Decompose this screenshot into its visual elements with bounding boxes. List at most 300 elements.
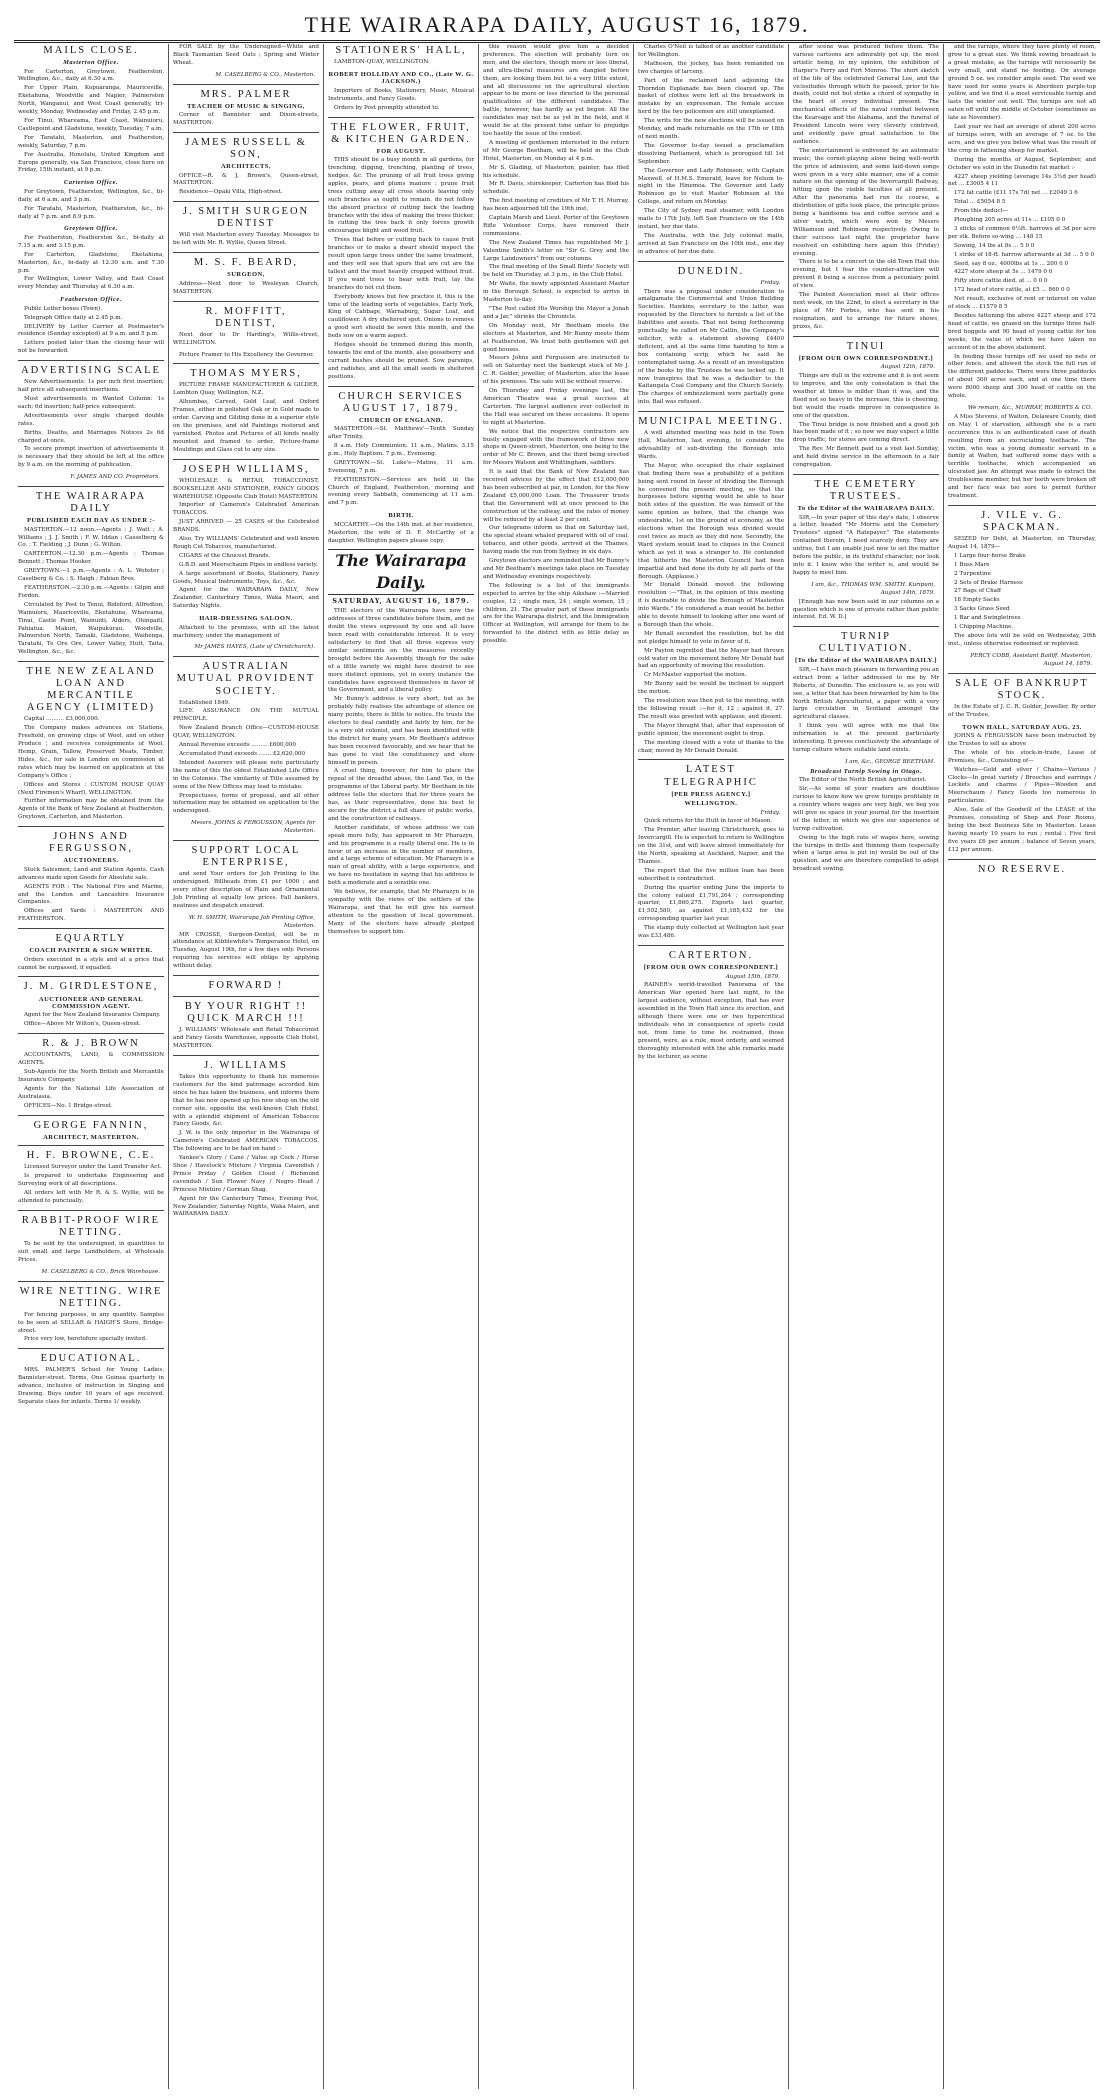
paragraph: Quick returns for the Hutt in favor of Mason. [644, 818, 773, 825]
heading: TINUI [846, 340, 886, 352]
signature-line: Mr JAMES HAYES, (Late of Christchurch). [194, 644, 315, 651]
paragraph: In feeding these turnips off we used no nets or other fence, and allowed the stock the full run of the different paddocks. There were three paddocks of about 300 acres each, and at one time there were 8000 sheep and 300 head of cattle on the whole. [948, 353, 1096, 400]
paragraph: The Governor to-day issued a proclamation dissolving Parliament, which is prorogued till 1st September. [638, 142, 784, 165]
heading: SALE OF BANKRUPT STOCK. [955, 677, 1089, 701]
paragraph: Captain Marsh and Lieut. Porter of the Greytown Rifle Volunteer Corps, have removed their commissions. [483, 215, 629, 237]
article-text [173, 700, 319, 817]
news-column-1 [14, 44, 169, 2089]
paragraph: Mr Waite, the newly appointed Assistant Master in the Borough School, is expected to arrive in Masterton to-day. [483, 281, 629, 304]
article-text [18, 1241, 164, 1265]
article-text [173, 478, 319, 612]
paragraph: Fifty store cattle died, at ... 0 0 0 [954, 278, 1048, 285]
paragraph: Watches—Gold and silver / Chains—Various / Clocks—In great variety / Brooches and earrings / Lockets and charms / Pipes—Wooden and Meerschaum / Fancy Goods too numerous to particularize. [948, 766, 1096, 805]
paragraph: "The Post called His Worship the Mayor a Jonah and a Jar," shrieks the Chronicle. [483, 306, 629, 320]
article-text [638, 44, 784, 257]
heading: DUNEDIN. [677, 265, 745, 277]
paragraph: JUST ARRIVED — 25 CASES of the Celebrated BRANDS. [173, 519, 319, 534]
paragraph: Residence—Opaki Villa, High-street. [179, 189, 283, 196]
masthead: THE WAIRARAPA DAILY, AUGUST 16, 1879. [304, 12, 810, 37]
paragraph: Total ... £5054 8 5 [954, 199, 1006, 206]
signature-line: M. CASELBERG & CO., Brick Warehouse. [41, 1268, 160, 1275]
article-text [948, 704, 1096, 720]
heading: TEACHER OF MUSIC & SINGING, [187, 102, 305, 110]
divider [948, 505, 1096, 506]
paragraph: SIR,—I have much pleasure in forwarding you an extract from a letter addressed to me by Mr Roberts, of Dunedin. The enclosure is, as you will see, a letter that has been forwarded by him to the North British Agriculturist, a paper with a very large circulation in Scotland amongst the agricultural classes. [793, 666, 939, 721]
paragraph: 3 Sacks Grass Seed [954, 606, 1010, 613]
paragraph: Importer of Cameron's Celebrated American TOBACCOS. [173, 502, 319, 517]
paragraph: GREYTOWN.—St. Luke's—Matins, 11 a.m. Evensong, 7 p.m. [328, 459, 474, 474]
article-text [793, 515, 939, 578]
paragraph: MASTERTON.—St. Matthews'—Tenth Sunday after Trinity. [328, 426, 474, 441]
paragraph: Intended Assurers will please note particularly the name of this the oldest Established Life Office in the Colonies. The similarity of Title assumed by some of the New Offices may lead to mistake. [173, 759, 319, 790]
article-text [328, 426, 474, 508]
paragraph: A well attended meeting was held in the Town Hall, Masterton, last evening, to consider the advisability of sub-dividing the Borough into Wards. [638, 430, 784, 460]
article-text [173, 871, 319, 911]
divider [18, 976, 164, 977]
paragraph: Trees that before or cutting back to cause fruit branches or to make a dwarf should inspect the result upon large trees under the same treatment, and they will see that spurs that are cut are the tallest and the most heavily cropped without fruit. If you want trees to bear with fruit, lay the branches do not cut them. [328, 237, 474, 291]
article-text [328, 59, 474, 67]
paragraph: 3 sticks of common 6½ft. harrows at 3d per acre per stk. Before so-wing ... 148 15 [948, 225, 1096, 240]
heading: GEORGE FANNIN, [33, 1119, 149, 1131]
divider [173, 363, 319, 364]
paragraph: The Rev. Mr Bennett paid us a visit last Sunday, and held divine service in the afternoon to a fair congregation. [793, 446, 939, 469]
heading: WELLINGTON. [684, 800, 738, 808]
paragraph: Most advertisements in Wanted Column: 1s each; 6d insertion; half-price subsequent. [18, 396, 164, 410]
heading: ARCHITECT, MASTERTON. [43, 1133, 139, 1141]
article-text [18, 306, 164, 356]
paragraph: DELIVERY by Letter Carrier at Postmaster's residence (Sunday excepted) at 9 a.m. and 5 p.m. [18, 323, 164, 338]
paragraph: Importers of Books, Stationery, Music, Musical Instruments, and Fancy Goods. [328, 87, 474, 102]
paragraph: Last year we had an average of about 200 acres of turnips sown, with an average of 7 oz. to the acre, and we give you below what was the result of the crop in fattening sheep for market. [948, 124, 1096, 154]
paragraph: On Monday next, Mr Beetham meets the electors at Masterton, and Mr Bunny meets them at Featherston. We trust both gentlemen will get good houses. [483, 322, 629, 353]
article-text [18, 1367, 164, 1407]
signature-line: August 12th, 1879. [880, 364, 935, 371]
article-text [328, 522, 474, 546]
paragraph: Address—Next door to Wesleyan Church, MASTERTON. [173, 280, 319, 295]
paragraph: For Carterton, Greytown, Featherston, Wellington, &c., daily at 6.30 a.m. [18, 68, 164, 83]
paragraph: G.B.D. and Meerschaum Pipes in endless variety. [179, 561, 318, 568]
heading: MRS. PALMER [200, 88, 292, 100]
signature-line: M. CASELBERG & CO., Masterton. [215, 71, 315, 78]
paragraph: 1 Buss Mare [954, 561, 990, 568]
article-text [638, 430, 784, 755]
paragraph: For Greytown, Featherston, Wellington, &c., bi-daily, at 6 a.m. and 3 p.m. [18, 188, 164, 203]
paragraph: Takes this opportunity to thank his numerous customers for the kind patronage accorded him since he has taken the business, and informs them that he has now opened up his new shop on the old corner site, opposite the well-known Club Hotel, with a splendid shipment of American Tobaccos Fancy Goods, &c. [173, 1074, 319, 1128]
heading: JOSEPH WILLIAMS, [182, 463, 310, 475]
article-text [948, 536, 1096, 649]
paragraph: The entertainment is enlivened by an automatic music, the cornet-playing alone being well-worth the price of admission, and some laid-down songs were given in a very able manner, one of a comic nature on the opening of the Invercargill Railway, hitting upon the visible faculties of all present. After the panorama had run its course, a distribution of gifts took place, the principle prizes being a handsome tea and coffee service and a silver watch, which were won by Messrs Williamson and Robinson respectively. Owing to their success last night the proprietor have resolved on exhibiting here again this (Friday) evening. [793, 147, 939, 257]
news-column-6 [789, 44, 944, 2089]
news-column-3 [324, 44, 479, 2089]
article-text [328, 88, 474, 113]
paragraph: Offices and Stores : CUSTOM HOUSE QUAY (Next Firemen's Wharf), WELLINGTON. [18, 781, 164, 796]
heading: THOMAS MYERS, [190, 368, 302, 380]
paragraph: J. WILLIAMS' Wholesale and Retail Tobacconist and Fancy Goods Warehouse, opposite Club Hotel, MASTERTON. [173, 1027, 319, 1050]
paragraph: The writs for the new elections will be issued on Monday, and made returnable on the 17th or 18th of next month. [638, 118, 784, 140]
paragraph: Yankee's Glory / Cane / Value up Cock / Horse Shoe / Havelock's Mixture / Virginia Cavendish / Prince Priday / Golden Cloud / Richmond cavendish / Sun Flower Navy / Negro Head / Princess Mixture / Gorman Shag. [173, 1155, 319, 1193]
divider [638, 411, 784, 412]
article-text [18, 527, 164, 658]
paragraph: Everybody knows but few practice it, this is the time of the leading sorts of vegetables, Early York, King of Cabbage, Warnaburg, Sugar Loaf, and cauliflower. A dry sheltered spot. Onions to remove a good sort should be sown this month, and the beds sow on a warm aspect. [328, 293, 474, 340]
divider [173, 996, 319, 997]
paragraph: THE electors of the Wairarapa have now the addresses of three candidates before them, and no doubt the views expressed by one and all have been read with considerable interest. It is very satisfactory to find that all three express very similar sentiments on the measures recently brought before the Assembly, though for the sake of a little variety we might have desired to see more distinct opinions, yet in every instance the candidates have expressed themselves in favor of the Government, and a liberal policy. [328, 608, 474, 694]
paragraph: Mr Renall seconded the resolution, but he did not pledge himself to vote in favor of it. [638, 630, 784, 645]
paragraph: FOR SALE by the Undersigned—White and Black Tasmanian Seed Oats ; Spring and Winter Wheat. [173, 44, 319, 66]
article-text [18, 867, 164, 924]
paragraph: For Featherston, Featherston &c., bi-daily at 7.15 a.m. and 3.15 p.m. [18, 234, 164, 249]
heading: Greytown Office. [64, 225, 118, 233]
paragraph: 1 Chipping Machine. [954, 624, 1014, 631]
paragraph: Messrs Johns and Fergusson are instructed to sell on Saturday next the bankrupt stock of Mr J. C. R. Golder, jeweller, of Masterton, also the lease of his premises. The sale will be without reserve. [483, 355, 629, 386]
heading: [FROM OUR OWN CORRESPONDENT.] [643, 964, 779, 972]
divider [18, 1348, 164, 1349]
heading: J. WILLIAMS [204, 1059, 288, 1071]
paragraph: 4227 store sheep at 5s ... 1479 0 0 [954, 269, 1053, 276]
heading: Broadcast Turnip Sowing in Otago. [810, 767, 922, 775]
signature-line: Messrs. JOHNS & FERGUSSON, Agents for Masterton. [191, 820, 315, 835]
paragraph: Agent for the Canterbury Times, Evening Post, New Zealander, Saturday Nights, Waka Maori, and WAIRARAPA DAILY. [173, 1195, 319, 1218]
heading: Featherston Office. [60, 296, 122, 304]
paragraph: 172 fat cattle (£11 17s 7d) net ... £2049 3 6 [954, 190, 1078, 197]
heading: [PER PRESS AGENCY.] [671, 790, 751, 798]
paragraph: The stamp duty collected at Wellington last year was £33,486. [638, 925, 784, 940]
article-text [948, 414, 1096, 501]
paragraph: Greytown electors are reminded that Mr Bunny's and Mr Beetham's meetings take place on Tuesday and Wednesday evenings respectively. [483, 558, 629, 580]
paragraph: A meeting of gentlemen interested in the return of Mr George Beetham, will be held in the Club Hotel, Masterton, on Monday at 4 p.m. [483, 139, 629, 162]
heading: Masterton Office. [63, 59, 119, 67]
paragraph: The Mayor, who occupied the chair explained that finding there was a probability of a petition being sent round in favor of dividing the Borough he convened the present meeting, so that the burgesses before signing would be able to hear both sides of the question. He was himself of the same opinion as before, that the change was undesirable, 1st on the ground of economy, as the elections when the Borough was divided would cost twice as much as they did now. Secondly, the Ward system would lead to cliques in the Council which as yet it was a stranger to. He contended that hitherto the Masterton Council had been impartial and had done its duty by all parts of the Borough. (Applause.) [638, 462, 784, 580]
heading: [FROM OUR OWN CORRESPONDENT.] [798, 354, 934, 362]
paragraph: LAMBTON-QUAY, WELLINGTON. [334, 59, 430, 66]
paragraph: We notice that the respective contractors are busily engaged with the framework of three new shops in Queen-street, Masterton, one being to the order of Mr C. Brown, and the third being erected for Messrs Watson and Whittingham, saddlers. [483, 428, 629, 467]
article-text [638, 818, 784, 941]
heading: J. VILE v. G. SPACKMAN. [981, 509, 1063, 533]
paragraph: Mr Payton regretted that the Mayor had thrown cold water on the movement before Mr Donald had had an opportunity of moving the resolution. [638, 647, 784, 670]
paragraph: The Governor and Lady Robinson, with Captain Maxwell, of H.M.S. Emerald, leave for Nelson to-night in the Hinemoa. The Governor and Lady Robinson go to visit Master Robinson at the College, and return on Monday. [638, 167, 784, 206]
paragraph: The Australia, with the July colonial mails, arrived at San Francisco on the 10th inst., one day in advance of her due date. [638, 232, 784, 255]
article-text [638, 982, 784, 1061]
paragraph: Cr McMaster supported the motion. [644, 672, 747, 679]
heading: COACH PAINTER & SIGN WRITER. [29, 947, 153, 955]
article-text [173, 932, 319, 972]
heading: ARCHITECTS, [220, 163, 272, 171]
heading: ADVERTISING SCALE [21, 365, 161, 377]
divider [18, 1115, 164, 1116]
paragraph: Orders by Post promptly attended to. [334, 104, 440, 111]
divider [173, 252, 319, 253]
paragraph: Ploughing 205 acres at 11s ... £105 0 0 [954, 217, 1066, 224]
heading: H. F. BROWNE, C.E. [26, 1150, 156, 1162]
divider [173, 459, 319, 460]
article-text [173, 173, 319, 198]
paragraph: Things are dull in the extreme and it is not seem to improve, and the only consolation is that the weather at times is milder than it was, and the flood not so heavy in the increase, this is cheering, but would the roads improve in consequence is one of the question. [793, 373, 939, 419]
signature-line: PERCY COBB, Assistant Bailiff. Masterton, August 14, 1879. [970, 652, 1092, 667]
paragraph: A Miss Stevens, of Walton, Delaware County, died on May 1 of starvation, although she is a rare occurrence this is an authenticated case of death resulting from an excruciating toothache. The victim, who was a young domestic servant in a family at Walton, had suffered some days with a terrible toothache, which accompanied an ulcerated jaw. An attempt was made to extract the troublesome member, but her teeth were broken off and her face was too sore to permit further treatment. [948, 413, 1096, 499]
paragraph: All orders left with Mr R. & S. Wyllie, will be attended to punctually. [18, 1190, 164, 1204]
signature-line: I am, &c., THOMAS WM. SMITH. Kuripuni, August 14th, 1879. [811, 581, 935, 596]
paragraph: Part of the reclaimed land adjoining the Thorndon Esplanade has been cleared up. The basket of clothes were left at the breastwork in mistake by an expressman. The female accuse herd by the two policemen are still unexplained. [638, 77, 784, 116]
article-text [18, 716, 164, 822]
paragraph: We believe, for example, that Mr Pharazyn is in sympathy with the views of the settlers of the Wairarapa, and that he will give his earnest attention to the question of local government. Many of the electors have already pledged themselves to support him. [328, 889, 474, 935]
paragraph: It is said that the Bank of New Zealand has received advices by the effect that £12,000,000 has been subscribed at par, in London, for the New Zealand £5,000,000 Loan. The Treasurer trusts that the Government will at once proceed to the construction of the railway, and the rates of money will be reduced by at least 2 per cent. [483, 469, 629, 523]
article-text [173, 1027, 319, 1051]
paragraph: To be sold by the undersigned, in quantities to suit small and large Landholders, at Wholesale Prices. [18, 1240, 164, 1263]
divider [173, 84, 319, 85]
paragraph: There was a proposal under consideration to amalgamate the Commercial and Union Building Societies. Hawkins, secretary to the latter, was requested by the Directors to furnish a list of the liabilities and assets. That not being forthcoming punctually, he called on Mr Catlin, the Company's solicitor, with a statement showing £4400 deficient, and at the same time handing to him a box containing scrip, which he said he contemplated using. As a result of an investigation of the books by the Trustees he was locked up. It now transpires that he was a defaulter to the Kaitangata Coal Company and the Church Society. The charges of embezzlement were partially gone into. Bail was refused. [638, 288, 784, 406]
divider [18, 1281, 164, 1282]
divider [173, 301, 319, 302]
article-text [173, 1074, 319, 1219]
article-text [793, 373, 939, 470]
signature-line: August 15th, 1879. [725, 973, 780, 980]
heading: J. M. GIRDLESTONE, [23, 981, 159, 993]
heading: Carterton Office. [63, 179, 119, 187]
paragraph: and send Your orders for Job Printing to the undersigned. Billheads from £1 per 1000 ; and every other description of Plain and Ornamental Job Printing at equally low prices. Fall bankers, neatness and despatch ensured. [173, 871, 319, 909]
article-text [793, 44, 939, 332]
article-text [328, 608, 474, 936]
paragraph: 1 Large four-horse Brake [954, 552, 1026, 559]
paragraph: Mr Bunny's address is very short, but as he probably fully realises the advantage of silence on many points, there is little to notice. He trusts the electors to deal candidly and fairly by him, for he is a very old colonist, and has been identified with the district for many years. Mr Beetham's address has been received favourably, and we hear that he has gone to visit the constituency and show himself in person. [328, 696, 474, 766]
paragraph: OFFICES—No. 1 Bridge-street. [24, 1102, 113, 1109]
article-text [173, 382, 319, 454]
paragraph: [Enough has now been said in our columns on a question which is one of private rather than public interest. Ed. W. D.] [793, 598, 939, 621]
masthead-rule-lower [14, 42, 1100, 43]
paragraph: Public Letter boxes (Town). [24, 305, 102, 312]
paragraph: GREYTOWN.—1 p.m.—Agents : A. L. Webster ; Caselberg & Co. ; S. Haigh ; Fabian Bros. [18, 568, 164, 583]
paragraph: The Mayor thought that, after that expression of public opinion, the movement ought to drop. [638, 722, 784, 737]
paragraph: The Premier, after leaving Christchurch, goes to Invercargill. He is expected to return to Wellington on the 31st, and will leave almost immediately for the North, speaking at Auckland, Napier, and the Thames. [638, 827, 784, 865]
article-text [18, 1164, 164, 1206]
paragraph: Seed, say 8 oz., 4000lbs at 1s ... 200 0 0 [954, 260, 1069, 267]
divider [173, 201, 319, 202]
paragraph: The above lots will be sold on Wednesday, 20th inst., unless otherwise redeemed or replevied. [948, 632, 1096, 647]
divider [173, 975, 319, 976]
paragraph: Hedges should be trimmed during this month, towards the end of the month, also gooseberry and currant bushes should be pruned. Sow parsnips, and radishes, and all the small seeds in sheltered positions. [328, 342, 474, 380]
divider [18, 826, 164, 827]
article-text [328, 157, 474, 381]
paragraph: For Carterton, Gladstone, Eketahuna, Masterton, &c., bi-daily at 12.30 a.m. and 7.30 p.m. [18, 251, 164, 274]
paragraph: For Taratahi, Masterton, and Featherston, weekly, Saturday, 7 p.m. [18, 134, 164, 149]
heading: AUCTIONEERS. [63, 857, 119, 865]
heading: CARTERTON. [668, 950, 754, 961]
divider [638, 261, 784, 262]
heading: MAILS CLOSE. [43, 45, 139, 56]
article-text [18, 379, 164, 470]
paragraph: CARTERTON.—12.30 p.m.—Agents : Thomas Bennett ; Thomas Hooker. [18, 551, 164, 566]
paragraph: Agent for the WAIRARAPA DAILY, New Zealander, Canterbury Times, Waka Maori, and Saturday Nights. [173, 587, 319, 610]
paragraph: and the turnips, where they have plenty of room, grow to a great size. We think sowing broadcast is a great mistake, as the turnips will necessarily be very small, and stand no feeding. On average ground 5 oz. we consider ample seed. The seed we have used for some years is Aberdeen purple-top yellow, and we find it a most serviceable turnip and lasts the winter out well. The turnips are not all eaten off until the middle of October (sometimes as late as November). [948, 44, 1096, 122]
paragraph: MRS. PALMER'S School for Young Ladies, Bannister-street. Terms, One Guinea quarterly in advance, inclusive of instruction in Singing and Drawing. Boys under 10 years of age received. Separate class for infants. Terms 1/ weekly. [18, 1367, 164, 1405]
article-text [638, 289, 784, 408]
heading: BY YOUR RIGHT !! QUICK MARCH !!! [184, 1001, 308, 1025]
paragraph: FEATHERSTON.—Services are held in the Church of England, Featherston, morning and evening every Sabbath, commencing at 11 a.m. and 7 p.m. [328, 476, 474, 507]
heading: JAMES RUSSELL & SON, [185, 136, 307, 161]
paragraph: 172 head of store cattle, at £5 ... 860 0 0 [954, 287, 1070, 294]
paragraph: ACCOUNTANTS, LAND, & COMMISSION AGENTS. [18, 1052, 164, 1067]
paragraph: Established 1849. [179, 699, 230, 706]
article-text [18, 1052, 164, 1110]
paragraph: Matheson, the jockey, has been remanded on two charges of larceny. [638, 60, 784, 75]
paragraph: To secure prompt insertion of advertisements it is necessary that they should be left at the office by 9 a.m. on the morning of publication. [18, 446, 164, 469]
paragraph: The final meeting of the Small Birds' Society will be held on Thursday, at 3 p.m., in the Club Hotel. [483, 264, 629, 279]
paragraph: AGENTS FOR : The National Fire and Marine, and the London and Lancashire Insurance Companies. [18, 883, 164, 906]
paragraph: MR CROSSE, Surgeon-Dentist, will be in attendance at Kibblewhite's Temperance Hotel, on Tuesday, August 19th, for a few days only. Persons requiring his services will oblige by applying without delay. [173, 931, 319, 970]
paragraph: For Upper Plain, Kopuaranga, Mauriceville, Eketahuna, Woodville and Napier, Palmerston North, Wanganui, and West Coast generally, tri-weekly, Monday, Wednesday and Friday, 2.45 p.m. [18, 85, 164, 116]
paragraph: after scene was produced before them. The various cartoons are admirably got up, the most artistic being, in my opinion, the exhibition of Harper's Ferry and Fort Monroe. The short sketch of the life of the celebrated General Lee, and the vicissitudes through which he passed, prior to his death, could not but strike a chord of sympathy in the heart of every individual present. The mechanical effects of the naval combat between the Kearsage and the Alabama, and the funeral of President Lincoln were very cleverly contrived, and evidently gave great satisfaction to the audience. [793, 44, 939, 145]
divider [18, 661, 164, 662]
news-column-5 [634, 44, 789, 2089]
paragraph: Mr S. Glading, of Masterton, painter, has filed his schedule. [483, 164, 629, 179]
divider [18, 1210, 164, 1211]
paragraph: For Australia, Honolulu, United Kingdom and Europe generally, via San Francisco, close here on Friday, 15th instant, at 9 p.m. [18, 151, 164, 174]
paragraph: During the quarter ending June the imports to the colony valued £1,791,264 ; corresponding quarter, £1,860,275. Exports last quarter, £1,502,580, as against £1,185,432 for the corresponding quarter last year. [638, 884, 784, 923]
paragraph: 8 a.m. Holy Communion. 11 a.m., Matins. 3.15 p.m., Holy Baptism. 7 p.m., Evensong. [328, 443, 474, 457]
heading: FOR AUGUST. [376, 147, 426, 155]
heading: FORWARD ! [208, 980, 284, 992]
paragraph: MCCARTHY.—On the 14th inst. at her residence, Masterton, the wife of D. F. McCarthy of a daughter. Wellington papers please copy. [328, 521, 474, 544]
paragraph: Stock Salesmen, Land and Station Agents. Cash advances made upon Goods for Absolute sale. [18, 866, 164, 881]
editorial-masthead: The Wairarapa Daily. [328, 549, 474, 595]
paragraph: Capital .......... £3,000,000. [24, 716, 100, 723]
heading: WIRE NETTING. WIRE NETTING. [19, 1285, 163, 1309]
article-text [948, 733, 1096, 855]
news-column-2 [169, 44, 324, 2089]
paragraph: LIFE ASSURANCE ON THE MUTUAL PRINCIPLE. [173, 708, 319, 723]
paragraph: Annual Revenue exceeds ......... £600,000 [179, 742, 296, 749]
heading: To the Editor of the WAIRARAPA DAILY. [797, 505, 935, 513]
article-text [173, 625, 319, 641]
heading: CHURCH OF ENGLAND. [358, 416, 444, 424]
paragraph: 2 Turpentine [954, 570, 991, 577]
divider [18, 486, 164, 487]
heading: ROBERT HOLLIDAY AND CO., (Late W. G. JACKSON.) [328, 70, 474, 86]
heading: R. MOFFITT, DENTIST, [205, 305, 287, 329]
paragraph: FEATHERSTON.—2.30 p.m.—Agents : Gilpin and Fordon. [18, 585, 164, 599]
paragraph: The Editor of the North British Agriculturist. [799, 777, 927, 784]
paragraph: Mr R. Davis, storekeeper, Carterton has filed his schedule. [483, 181, 629, 196]
paragraph: Price very low, heretofore specially invited. [24, 1336, 147, 1343]
paragraph: PICTURE FRAME MANUFACTURER & GILDER, Lambton Quay, Wellington, N.Z. [173, 382, 319, 397]
article-text [18, 1012, 164, 1029]
heading: CHURCH SERVICES AUGUST 17, 1879. [338, 390, 464, 414]
divider [948, 673, 1096, 674]
paragraph: For Taratahi, Masterton, Featherston, &c., bi-daily at 7 p.m. and 8.9 p.m. [18, 205, 164, 220]
paragraph: The Painted Association meet at their offices next week, on the 22nd, to elect a secretary in the place of Mr Forbes, who has sent in his resignation, and to arrange for future shows, prizes, &c. [793, 292, 939, 330]
paragraph: 4227 sheep yielding (average 14s 3½d per head) net ... £3005 4 11 [948, 173, 1096, 188]
article-text [173, 112, 319, 128]
paragraph: OFFICE—R. & J. Brown's, Queen-street, MASTERTON. [173, 172, 319, 187]
heading: R. & J. BROWN [42, 1038, 140, 1050]
paragraph: Next door to Dr Harding's, Willis-street, WELLINGTON. [173, 331, 319, 346]
paragraph: 1 Bar and Swingletrees [954, 615, 1021, 622]
paragraph: For Tinui, Whareama, East Coast, Wainuioru, Castlepoint and Gladstone, weekly, Tuesday, 7 a.m. [18, 117, 164, 132]
paragraph: The first meeting of creditors of Mr T. H. Murray, has been adjourned till the 19th inst. [483, 198, 629, 213]
heading: SUPPORT LOCAL ENTERPRISE, [191, 845, 301, 869]
paragraph: Mr Donald Donald moved the following resolution :—"That, in the opinion of this meeting it is desirable to divide the Borough of Masterton into Wards." He considered a man would be better able to devote himself to looking after one ward of a Borough than the whole. [638, 582, 784, 628]
divider [793, 474, 939, 475]
heading: JOHNS AND FERGUSSON, [49, 831, 133, 855]
article-text [173, 44, 319, 68]
paragraph: Charles O'Neil is talked of as another candidate for Wellington. [638, 44, 784, 58]
paragraph: In the Estate of J. C. R. Golder, Jeweller, By order of the Trustee. [948, 703, 1096, 718]
paragraph: Owing to the high rate of wages here, sowing the turnips in drills and thinning them (especially when a large area is put in) would be out of the question, and we are therefore compelled to adopt broadcast sowing. [793, 834, 939, 873]
heading: AUCTIONEER AND GENERAL COMMISSION AGENT. [38, 995, 144, 1010]
paragraph: this reason would give him a decided preference. The election will probably turn on men, and the electors, though more or less liberal, and ultra-liberal measures are dangled before them, are looking them but to a very little extent, and all discussions on the agricultural election appear to be more or less directed to the personal qualifications of the different candidates. The battle, however, has hardly as yet begun. All the candidates may not be as yet in the field, and it would be at the present time unfair to prejudge too hastily the issue of the contest. [483, 44, 629, 137]
paragraph: For fencing purposes, in any quantity. Samples to be seen at SELLAR & HAIGH'S Store, Bridge-street. [18, 1311, 164, 1334]
paragraph: Prospectuses, forms of proposal, and all other information may be obtained on application to the undersigned. [173, 792, 319, 815]
paragraph: Another candidate, of whose address we can speak more fully, has appeared in Mr Pharazyn, and his programme is a really liberal one. He is in favor of an increase in the number of members, and a large scheme of education. Mr Pharazyn is a man of great ability, with a large experience, and we have no hesitation in saying that his address is both a moderate and a sensible one. [328, 824, 474, 887]
divider [173, 132, 319, 133]
paragraph: WHOLESALE & RETAIL TOBACCONIST, BOOKSELLER AND STATIONER, FANCY GOODS WAREHOUSE (Opposite Club Hotel) MASTERTON. [173, 477, 319, 500]
heading: TOWN HALL, SATURDAY AUG. 23. [962, 723, 1082, 731]
news-column-7 [944, 44, 1100, 2089]
paragraph: 27 Bags of Chaff [954, 588, 1001, 595]
heading: SURGEON, [227, 271, 265, 279]
signature-line: Friday. [760, 809, 780, 816]
paragraph: The New Zealand Times has republished Mr J. Valentine Smith's letter on "Sir G. Grey and the Large Landowners" from our columns. [483, 239, 629, 262]
signature-line: Friday. [760, 279, 780, 286]
heading: RABBIT-PROOF WIRE NETTING. [21, 1214, 161, 1238]
paragraph: Letters posted later than the closing hour will not be forwarded. [18, 340, 164, 355]
paragraph: During the months of August, September, and October we sold in the Dunedin fat market :- [948, 156, 1096, 171]
paragraph: Picture Framer to His Excellency the Governor. [179, 351, 314, 358]
divider [328, 117, 474, 118]
paragraph: Also, Try WILLIAMS' Celebrated and well known Rough Cut Tobaccos, manufactured. [173, 536, 319, 550]
heading: STATIONERS' HALL, [335, 45, 467, 56]
heading: THE FLOWER, FRUIT, & KITCHEN GARDEN. [331, 121, 471, 145]
paragraph: Will visit Masterton every Tuesday. Messages to be left with Mr. R. Wyllie, Queen Street. [173, 232, 319, 247]
heading: THE WAIRARAPA DAILY [35, 491, 147, 515]
paragraph: Mr Bunny said he would be inclined to support the motion. [638, 681, 784, 696]
paragraph: J. W. is the only importer in the Wairarapa of Cameron's Celebrated AMERICAN TOBACCOS. The following are to be had on hand :- [173, 1130, 319, 1153]
article-text [173, 281, 319, 297]
paragraph: Sir,—As some of your readers are doubtless curious to know how we grow turnips profitably in a country where wages are very high, we beg you will give us space in your journal for the insertion of the letter, in which we give our experience of turnip cultivation. [793, 786, 939, 832]
paragraph: A cruel thing, however, for him to place the repeal of the dreadful abuse, the Land Tax, in the programme of the Liberal party. Mr Beetham in his address tells the electors that for three years he has, as their representative, done his best to secure for the district a full share of public works, and the construction of railways. [328, 768, 474, 822]
article-text [18, 957, 164, 973]
signature-line: F. JAMES AND CO. Proprietors. [70, 474, 160, 481]
divider [638, 759, 784, 760]
paragraph: MASTERTON.—12 noon.—Agents : J. Watt ; A. Williams ; J. J. Smith ; F. W. Iddan ; Casselberg & Co. ; T. Fielding ; J. Dunn ; G. Wilton. [18, 526, 164, 549]
paragraph: Albumbas, Carved, Gold Leaf, and Oxford Frames, either in polished Oak or in Gold made to order. Carving and Gilding done in a superior style on the premises, and old Paintings restored and varnished. Photos and Pictures of all kinds neatly mounted and framed to order. Picture-frame Mouldings and Glass cut to any size. [173, 399, 319, 453]
divider [18, 1033, 164, 1034]
paragraph: The resolution was then put to the meeting, with the following result :—for it, 12 ; against it, 27. The result was greeted with applause, and dissent. [638, 698, 784, 720]
paragraph: Also, Sale of the Goodwill of the LEASE of the Premises, consisting of Shop and Four Rooms, being the best Business Site in Masterton. Lease having nearly 10 years to run ; rental : Five first five years £6 per annum ; balance of Seven years, £12 per annum. [948, 807, 1096, 853]
paragraph: Sub-Agents for the North British and Mercantile Insurance Company. [18, 1069, 164, 1084]
article-text [793, 667, 939, 755]
divider [173, 840, 319, 841]
heading: LATEST TELEGRAPHIC [664, 764, 758, 788]
divider [173, 656, 319, 657]
news-column-4 [479, 44, 634, 2089]
divider [793, 336, 939, 337]
paragraph: Our telegrams inform us that on Saturday last, the special steam whaled prepared with oil of coal, tobacco, and other goods, arrived at the Thames, having made the run from Sydney in six days. [483, 525, 629, 556]
paragraph: Net result, exclusive of rent or interest on value of stock ... £1579 8 5 [948, 296, 1096, 311]
divider [948, 859, 1096, 860]
paragraph: SIR,—In your paper of this day's date, I observe a letter, headed "Mr Morris and the Cemetery Trustees" signed "A Ratepayer." The statements contained therein, I need scarcely deny. They are untrue, but I am unable just now to set the matter before the public, in its truthful character, nor look into it. I know who the writer is, and would be happy to meet him. [793, 514, 939, 576]
heading: NO RESERVE. [977, 863, 1067, 875]
paragraph: Circulated by Post to Tenui, Bideford, Alfredton, Wainuioru, Mauriceville, Eketahuna, Whareama, Tinui, Castle Point, Wainuiiti, Alders, Ohingaiti, Pahiatua, Makuri, Waipukurau, Woodville, Palmerston North, Tamaki, Gladstone, Waihenga, Taratahi, Te Ore Ore, Lower Valley, Hutt, Taita, Wellington, &c., &c. [18, 601, 164, 656]
divider [328, 386, 474, 387]
paragraph: The report that the five million loan has been subscribed is contradicted. [638, 867, 784, 882]
article-text [793, 599, 939, 623]
paragraph: New Zealand Branch Office—CUSTOM-HOUSE QUAY, WELLINGTON. [173, 725, 319, 740]
paragraph: Advertisements over single charged double rates. [18, 412, 164, 427]
paragraph: 18 Empty Sacks [954, 597, 1000, 604]
article-text [18, 189, 164, 222]
paragraph: Agents for the National Life Association of Australasia. [18, 1085, 164, 1100]
divider [173, 1055, 319, 1056]
paragraph: RAINER's world-travelled Panorama of the American War opened here last night, to the largest audience, without exception, that has ever assembled in the Town Hall since its erection, and although there were one or two hypercritical individuals who in consequence of sports could not, from time to time be restrained, those present, were, as a rule, most orderly, and seemed thoroughly interested with the able remarks made by the lecturer, as scene [638, 982, 784, 1060]
